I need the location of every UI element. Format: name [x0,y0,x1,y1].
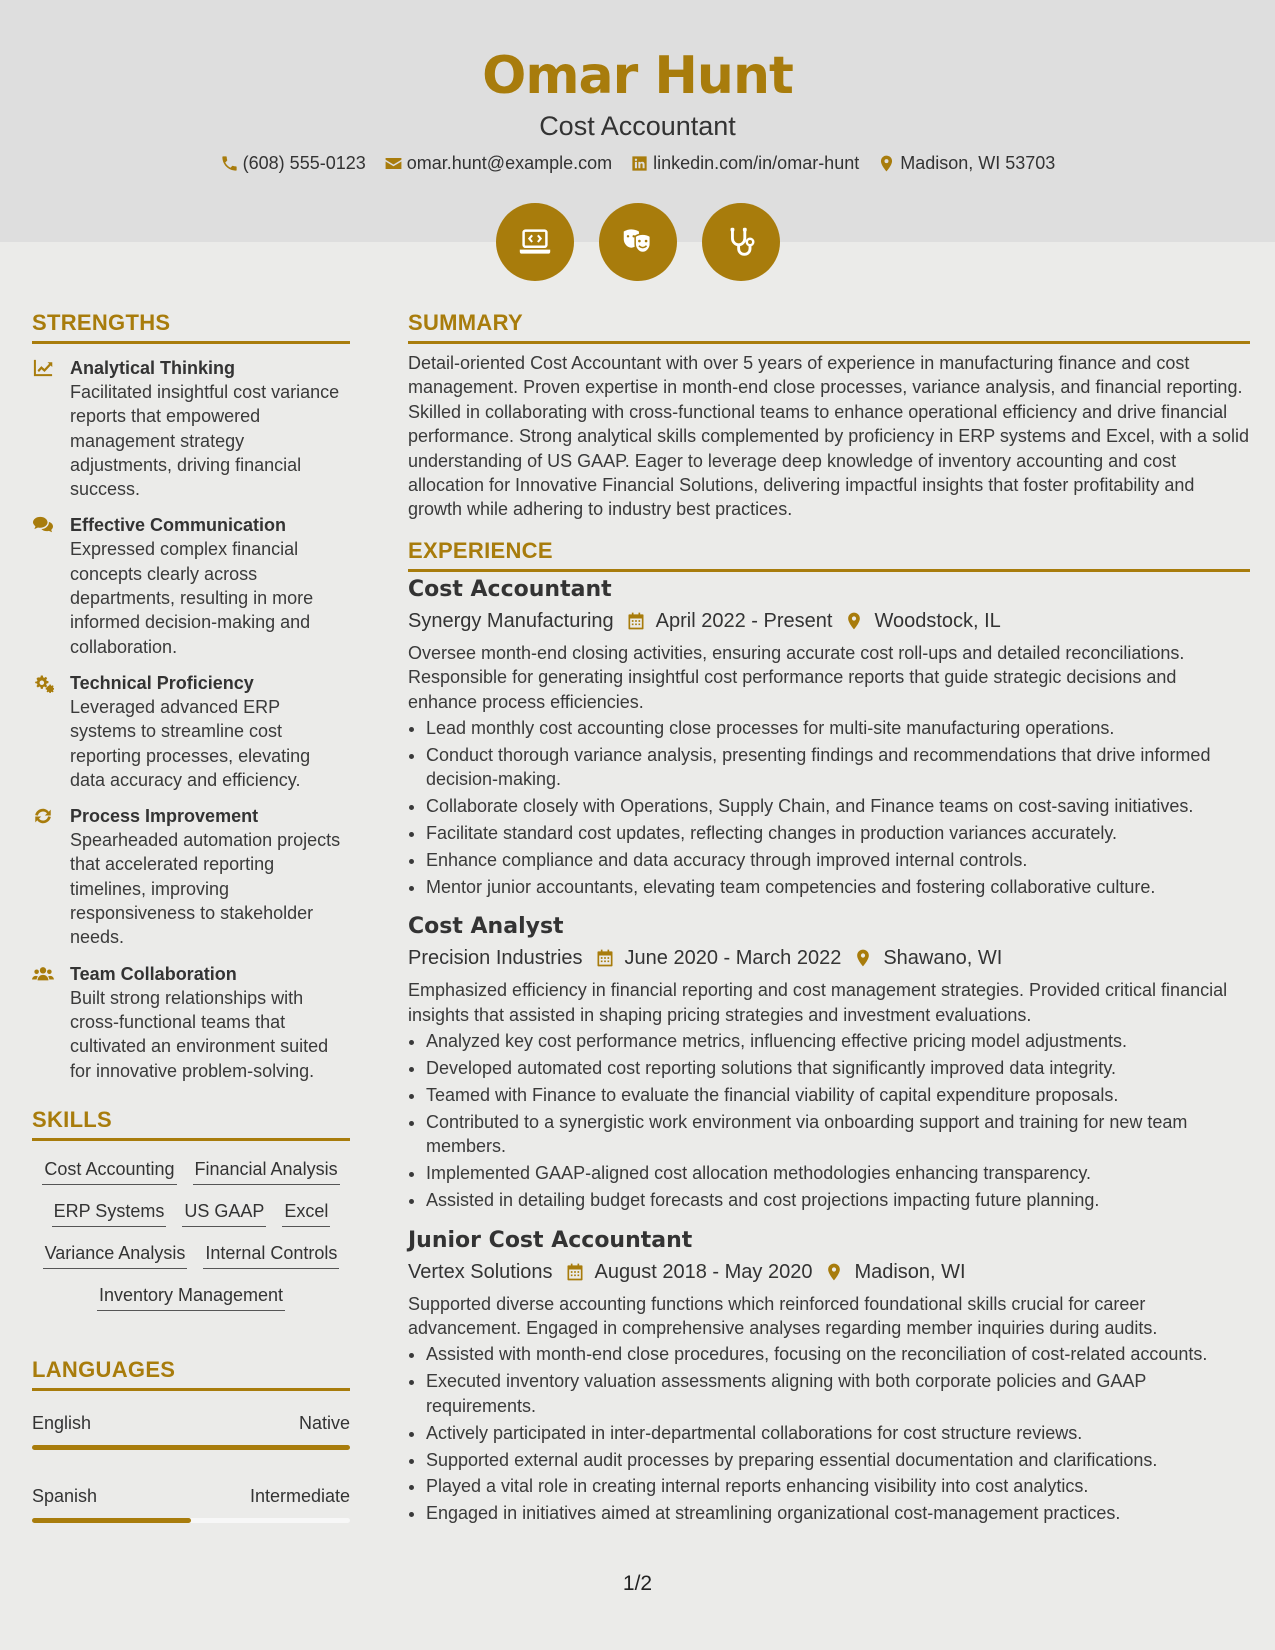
job-meta [408,1258,1250,1286]
skill-tag: Internal Controls [203,1241,339,1269]
skill-tag: Inventory Management [97,1283,285,1311]
location-icon [844,611,864,631]
comments-icon [32,515,54,535]
job-description: Supported diverse accounting functions which reinforced foundational skills crucial for career advancement. Engaged in comprehensive analyses regarding member inquiries during audits. [408,1293,1158,1338]
interest-circle [496,203,574,281]
job-bullet: • Engaged in initiatives aimed at streamlining organizational cost-management practices. [426,1501,1250,1525]
sync-icon [32,806,54,826]
job-bullet: • Executed inventory valuation assessments aligning with both corporate policies and GAAP requirements. [426,1369,1250,1418]
skill-tag: Financial Analysis [193,1157,340,1185]
cogs-icon [32,673,54,693]
language-bar [32,1445,350,1450]
job-bullets [408,716,1250,899]
contact-location [877,151,1055,175]
job-entry [408,1227,1250,1526]
skill-tag: Cost Accounting [42,1157,176,1185]
job-company: Precision Industries [408,947,583,970]
language-bar-fill [32,1518,191,1523]
job-bullet: • Mentor junior accountants, elevating team competencies and fostering collaborative culture. [426,875,1250,899]
interest-circle [599,203,677,281]
job-bullet: • Actively participated in inter-departmental collaborations for cost structure reviews. [426,1421,1250,1445]
job-company: Synergy Manufacturing [408,609,614,632]
laptop-code-icon [516,223,554,261]
strength-desc: Built strong relationships with cross-functional teams that cultivated an environment suited for innovative problem-solving. [70,987,329,1081]
job-meta [408,944,1250,972]
summary-heading: SUMMARY [408,310,1250,344]
job-bullet: • Lead monthly cost accounting close processes for multi-site manufacturing operations. [426,716,1250,740]
contact-row [0,151,1275,175]
skills-heading: SKILLS [32,1107,350,1141]
stethoscope-icon [722,223,760,261]
job-location: Shawano, WI [883,947,1003,970]
job-bullet: • Developed automated cost reporting solutions that significantly improved data integrity. [426,1056,1250,1080]
contact-linkedin-text: linkedin.com/in/omar-hunt [653,153,860,173]
strength-item [32,513,350,658]
job-description: Oversee month-end closing activities, ensuring accurate cost roll-ups and detailed reconciliations. Responsible for generating insightful cost performance reports that guide strategic decisions and enhance process efficiencies. [408,642,1185,712]
strength-title: Effective Communication [70,515,287,536]
job-bullet: • Assisted with month-end close procedures, focusing on the reconciliation of cost-related accounts. [426,1342,1250,1366]
job-company: Vertex Solutions [408,1260,553,1283]
contact-linkedin[interactable] [630,151,859,175]
strengths-heading: STRENGTHS [32,310,350,344]
strength-item [32,804,350,949]
candidate-name: Omar Hunt [482,46,793,106]
language-name: Spanish [32,1485,98,1506]
calendar-icon [565,1262,585,1282]
contact-email-text: omar.hunt@example.com [406,153,613,173]
skill-tag: ERP Systems [52,1199,167,1227]
summary-text: Detail-oriented Cost Accountant with over 5 years of experience in manufacturing finance and cost management. Proven expertise in month-end close processes, variance analysis, and financial reporting. Skilled in collaborating with cross-functional teams to enhance operational efficiency and drive financial performance. Strong analytical skills complemented by proficiency in ERP systems and Excel, with a solid understanding of US GAAP. Eager to leverage deep knowledge of inventory accounting and cost allocation for Innovative Financial Solutions, delivering impactful insights that foster profitability and growth while adhering to industry best practices. [408,353,1250,520]
job-bullet: • Teamed with Finance to evaluate the financial viability of capital expenditure proposals. [426,1083,1250,1107]
linkedin-icon [630,154,649,173]
job-bullet: • Analyzed key cost performance metrics, influencing effective pricing model adjustments. [426,1029,1250,1053]
language-level: Native [298,1412,350,1433]
location-icon [824,1262,844,1282]
language-item [32,1411,350,1450]
strength-desc: Leveraged advanced ERP systems to streamline cost reporting processes, elevating data accuracy and efficiency. [70,696,311,790]
job-bullet: • Enhance compliance and data accuracy through improved internal controls. [426,848,1250,872]
skills-list [32,1157,350,1311]
contact-phone-text: (608) 555-0123 [242,153,366,173]
skill-tag: Variance Analysis [43,1241,188,1269]
strength-title: Technical Proficiency [70,672,254,693]
strength-desc: Facilitated insightful cost variance reports that empowered management strategy adjustments, driving financial success. [70,382,340,500]
language-bar-fill [32,1445,350,1450]
job-bullet: • Conduct thorough variance analysis, presenting findings and recommendations that drive informed decision-making. [426,743,1250,792]
job-entry [408,576,1250,900]
job-dates: April 2022 - Present [655,609,833,632]
job-description: Emphasized efficiency in financial reporting and cost management strategies. Provided critical financial insights that assisted in shaping pricing strategies and investment evaluations. [408,980,1228,1025]
contact-phone[interactable] [220,151,366,175]
job-title: Junior Cost Accountant [408,1227,693,1253]
email-icon [384,154,403,173]
left-column [32,310,350,1523]
job-title: Cost Analyst [408,914,564,940]
languages-heading: LANGUAGES [32,1357,350,1391]
job-dates: June 2020 - March 2022 [624,947,842,970]
language-item [32,1484,350,1523]
theater-masks-icon [619,223,657,261]
interest-circle [702,203,780,281]
strength-desc: Expressed complex financial concepts clearly across departments, resulting in more informed decision-making and collaboration. [70,539,314,657]
language-level: Intermediate [249,1485,350,1506]
experience-heading: EXPERIENCE [408,538,1250,572]
header-band [0,0,1275,242]
strength-item [32,962,350,1083]
job-bullet: • Played a vital role in creating internal reports enhancing visibility into cost analytics. [426,1474,1250,1498]
job-location: Woodstock, IL [874,609,1001,632]
strength-item [32,356,350,501]
calendar-icon [595,948,615,968]
users-icon [32,964,54,984]
interest-icons [0,203,1275,281]
contact-email[interactable] [384,151,612,175]
job-bullet: • Contributed to a synergistic work environment via onboarding support and training for new team members. [426,1110,1250,1159]
page-number: 1/2 [622,1572,653,1595]
job-bullet: • Supported external audit processes by preparing essential documentation and clarifications. [426,1448,1250,1472]
strength-desc: Spearheaded automation projects that accelerated reporting timelines, improving responsiveness to stakeholder needs. [70,830,341,948]
job-bullets [408,1342,1250,1525]
location-icon [877,154,896,173]
skill-tag: US GAAP [182,1199,266,1227]
language-bar [32,1518,350,1523]
job-meta [408,607,1250,635]
job-dates: August 2018 - May 2020 [594,1260,813,1283]
strength-title: Analytical Thinking [70,358,236,378]
job-bullet: • Implemented GAAP-aligned cost allocation methodologies enhancing transparency. [426,1161,1250,1185]
location-icon [853,948,873,968]
job-location: Madison, WI [854,1260,966,1283]
job-bullet: • Collaborate closely with Operations, Supply Chain, and Finance teams on cost-saving initiatives. [426,794,1250,818]
job-bullet: • Facilitate standard cost updates, reflecting changes in production variances accurately. [426,821,1250,845]
calendar-icon [626,611,646,631]
strength-title: Team Collaboration [70,963,237,984]
language-name: English [32,1412,92,1433]
contact-location-text: Madison, WI 53703 [900,153,1056,173]
right-column [408,310,1250,1528]
phone-icon [220,154,239,173]
chart-line-icon [32,358,54,378]
strength-title: Process Improvement [70,806,259,827]
job-title: Cost Accountant [408,576,612,602]
strength-item [32,671,350,792]
job-bullets [408,1029,1250,1212]
job-entry [408,913,1250,1212]
candidate-title: Cost Accountant [539,111,736,141]
job-bullet: • Assisted in detailing budget forecasts and cost projections impacting future planning. [426,1188,1250,1212]
skill-tag: Excel [282,1199,330,1227]
experience-list [408,576,1250,1526]
